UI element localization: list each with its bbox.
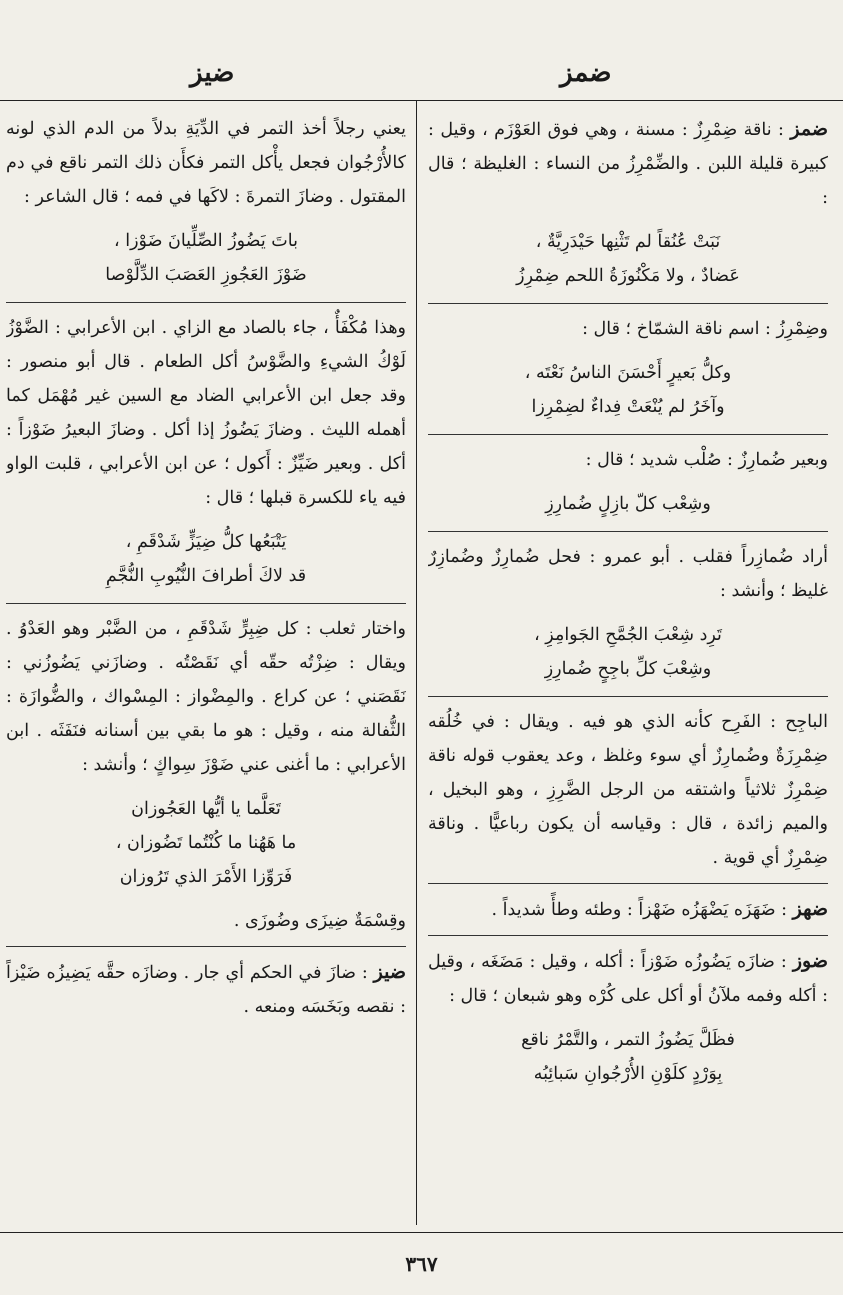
right-column [428,112,828,1222]
paragraph: يعني رجلاً أخذ التمر في الدِّيَةِ بدلاً من الدم الذي لونه كالأُرْجُوان فجعل يأْكل التمر فكأَن ذلك التمر ناقع في دم المقتول . وضازَ التمرةَ : لاكَها في فمه ؛ قال الشاعر : [6,119,406,207]
verse-line: وشِعْبَ كلِّ باجِحٍ ضُمارِزِ [544,659,712,679]
column-divider [416,100,417,1225]
paragraph: وضِمْرِزُ : اسم ناقة الشمّاخ ؛ قال : [582,319,828,339]
headword: ضوز [792,950,828,972]
verse-line: وشِعْب كلّ بازِلٍ ضُمارِزِ [545,494,711,514]
page-header [0,52,843,101]
left-running-head: ضيز [190,58,235,88]
paragraph: وهذا مُكْفَأٌ ، جاء بالصاد مع الزاي . ابن الأعرابي : الضَّوْزُ لَوْكُ الشيءِ والضَّوْسُ أكل الطعام . قال أبو منصور : وقد جعل ابن الأعرابي الضاد مع السين غير مُهْمَل كما أهمله الليث . وضازَ يَضُوزُ إذا أكل . وضازَ البعيرُ ضَوْزاً : أكل . وبعير ضَيِّزٌ : أَكول ؛ عن ابن الأعرابي ، قلبت الواو فيه ياء للكسرة قبلها ؛ قال : [6,318,406,508]
verse-block [428,1023,828,1091]
entry-dmz [428,112,828,215]
separator-rule [428,303,828,304]
verse-line: تَرِد شِعْبَ الجُمَّحِ الجَوامِزِ ، [534,625,722,645]
verse-block [428,356,828,424]
verse-line: بِوَرْدٍ كلَوْنِ الأُرْجُوانِ سَبائِبُه [533,1064,723,1084]
left-column [6,112,406,1222]
paragraph: واختار ثعلب : كل ضِبِرٍّ شَدْقَمِ ، من الضَّبْر وهو العَدْوُ . ويقال : ضِزْتُه حقّه أي نَقَصْتُه . وضازَني يَضُوزُني : نَقَصَني ؛ عن كراع . والمِضْواز : المِسْواك ، والضُّوازَة : الثُّفالة منه ، وقيل : هو ما بقي بين أسنانه فنَفَثَه . ابن الأعرابي : ما أغنى عني ضَوْزَ سِواكٍ ؛ وأنشد : [6,619,406,775]
verse-line: يَتْبَعُها كلُّ ضِيَزٍّ شَدْقَمِ ، [125,532,287,552]
separator-rule [428,883,828,884]
footer-rule [0,1232,843,1233]
separator-rule [428,531,828,532]
right-running-head: ضمز [560,58,612,88]
paragraph: أراد ضُمازِراً فقلب . أبو عمرو : فحل ضُمارِزٌ وضُمازِرٌ غليظ ؛ وأنشد : [428,547,828,601]
separator-rule [428,434,828,435]
verse-line: فظَلَّ يَضُوزُ التمر ، والتَّمْرُ ناقع [521,1030,735,1050]
definition-text: : ناقة ضِمْرِزٌ : مسنة ، وهي فوق العَوْزَم ، وقيل : كبيرة قليلة اللبن . والضِّمْرِزُ من النساء : الغليظة ؛ قال : [428,120,828,208]
verse-block [6,525,406,593]
entry-dhz [428,892,828,927]
definition-text: : ضازَه يَضُوزُه ضَوْزاً : أكله ، وقيل : مَضَغَه ، وقيل : أكله وفمه ملآنُ أو أكل على كُرْه وهو شبعان ؛ قال : [428,952,828,1006]
paragraph: وبعير ضُمارِزٌ : صُلْب شديد ؛ قال : [585,450,828,470]
verse-block [428,225,828,293]
verse-block [6,224,406,292]
verse-block [428,618,828,686]
entry-dyz [6,955,406,1024]
verse-line: باتَ يَضُوزُ الصِّلِّيانَ ضَوْزا ، [114,231,298,251]
verse-line: وكلُّ بَعيرٍ أَحْسَنَ الناسُ نَعْتَه ، [524,363,732,383]
verse-line: فَرَوِّزا الأَمْرَ الذي تَرُوزان [119,867,293,887]
verse-line: عَضادٌ ، ولا مَكْنُوزَةُ اللحم ضِمْرِزُ [516,266,740,286]
verse-line: نَبَتْ عُنُقاً لم تَثْنِها حَيْدَرِيَّةٌ ، [535,232,721,252]
page-number: ٣٦٧ [405,1252,438,1276]
verse-block [428,487,828,521]
definition-text: : ضَهَزَه يَضْهَزُه ضَهْزاً : وطئه وطأً شديداً . [491,900,788,920]
verse-line: ضَوْزَ العَجُوزِ العَصَبَ الدِّلَّوْصا [105,265,307,285]
verse-line: ما هَهُنا ما كُنْتُما تَضُوزان ، [115,833,297,853]
headword: ضمز [790,118,828,140]
verse-line: قد لاكَ أطرافَ النُّيُوبِ النُّجَّمِ [105,566,307,586]
definition-text: : ضازَ في الحكم أي جار . وضازَه حقَّه يَضِيزُه ضَيْزاً : نقصه وبَخَسَه ومنعه . [6,963,406,1017]
paragraph: وقِسْمَةٌ ضِيزَى وضُوزَى . [233,911,406,931]
separator-rule [428,696,828,697]
entry-dwz [428,944,828,1013]
headword: ضيز [373,961,406,983]
verse-block [6,792,406,894]
separator-rule [428,935,828,936]
separator-rule [6,946,406,947]
verse-line: وآخَرُ لم يُنْعَتْ فِداءٌ لضِمْرِزا [531,397,725,417]
paragraph: الباجِح : الفَرِح كأنه الذي هو فيه . ويقال : في خُلُقه ضِمْرِزَةٌ وضُمارِزٌ أي سوء وغلظ ، وعد يعقوب قوله ناقة ضِمْرِزٌ ثلاثياً واشتقه من الرجل الضَّرِزِ ، وهو البخيل ، والميم زائدة ، قال : وقياسه أن يكون رباعيًّا . وناقة ضِمْرِزٌ أي قوية . [428,712,828,868]
verse-line: تَعَلَّما يا أيُّها العَجُوزان [131,799,281,819]
separator-rule [6,302,406,303]
separator-rule [6,603,406,604]
headword: ضهز [792,898,828,920]
